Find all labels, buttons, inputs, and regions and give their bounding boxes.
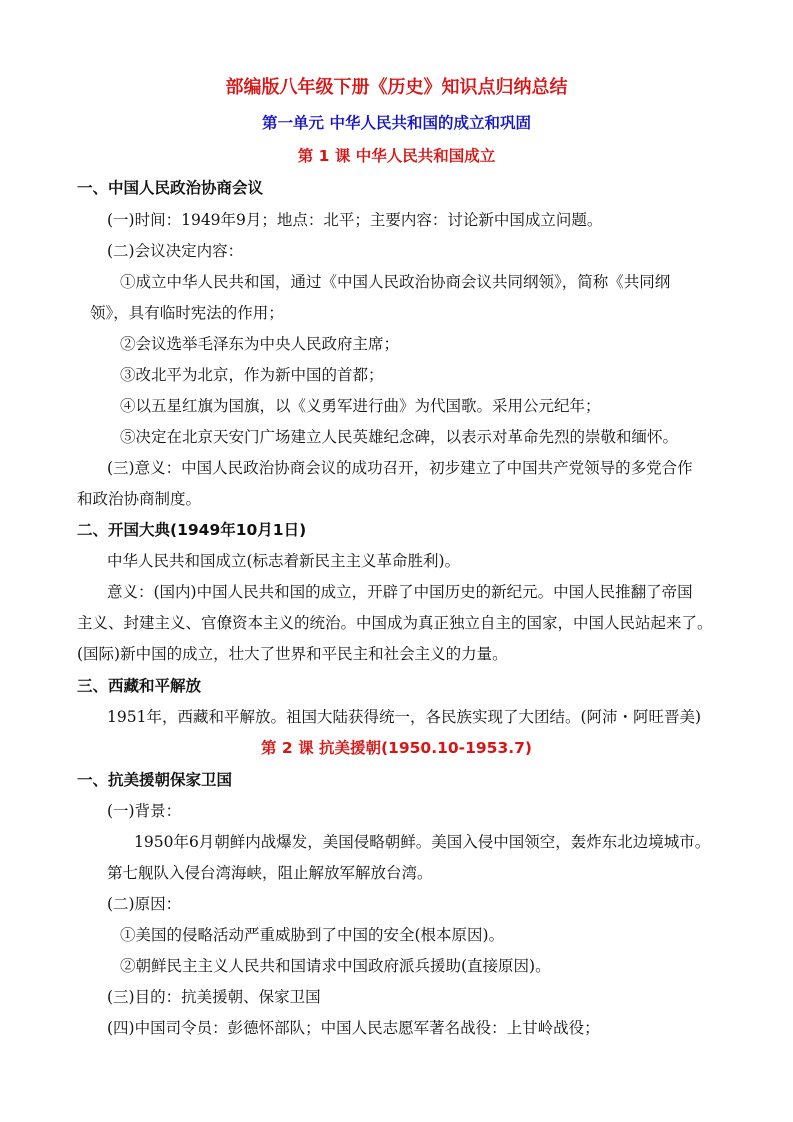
paragraph: 1950年6月朝鲜内战爆发，美国侵略朝鲜。美国入侵中国领空，轰炸东北边境城市。 bbox=[134, 833, 711, 851]
section-heading: 一、中国人民政治协商会议 bbox=[77, 179, 264, 197]
paragraph: (二)原因： bbox=[107, 895, 182, 913]
paragraph: (一)背景： bbox=[107, 802, 182, 820]
list-item: ②朝鲜民主主义人民共和国请求中国政府派兵援助(直接原因)。 bbox=[120, 957, 551, 975]
paragraph-continuation: 和政治协商制度。 bbox=[77, 490, 202, 508]
list-item: ④以五星红旗为国旗，以《义勇军进行曲》为代国歌。采用公元纪年； bbox=[120, 397, 601, 415]
list-item: ③改北平为北京，作为新中国的首都； bbox=[120, 366, 384, 384]
list-item: ①美国的侵略活动严重威胁到了中国的安全(根本原因)。 bbox=[120, 926, 505, 944]
lesson-2-title: 第 2 课 抗美援朝(1950.10-1953.7) bbox=[261, 739, 532, 757]
list-item: ②会议选举毛泽东为中央人民政府主席； bbox=[120, 335, 400, 353]
unit-title: 第一单元 中华人民共和国的成立和巩固 bbox=[262, 114, 531, 132]
paragraph: 意义：(国内)中国人民共和国的成立，开辟了中国历史的新纪元。中国人民推翻了帝国 bbox=[107, 583, 693, 601]
paragraph: (三)目的：抗美援朝、保家卫国 bbox=[107, 988, 321, 1006]
list-item: ①成立中华人民共和国，通过《中国人民政治协商会议共同纲领》，简称《共同纲 bbox=[120, 273, 671, 291]
section-heading: 三、西藏和平解放 bbox=[77, 677, 202, 695]
document-title: 部编版八年级下册《历史》知识点归纳总结 bbox=[225, 77, 568, 98]
section-heading: 一、抗美援朝保家卫国 bbox=[77, 771, 233, 789]
paragraph-continuation: 第七舰队入侵台湾海峡，阻止解放军解放台湾。 bbox=[107, 864, 433, 882]
list-item: ⑤决定在北京天安门广场建立人民英雄纪念碑，以表示对革命先烈的崇敬和缅怀。 bbox=[120, 428, 679, 446]
paragraph: 中华人民共和国成立(标志着新民主主义革命胜利)。 bbox=[107, 552, 461, 570]
paragraph: (四)中国司令员：彭德怀部队；中国人民志愿军著名战役：上甘岭战役； bbox=[107, 1019, 600, 1037]
paragraph: 1951年，西藏和平解放。祖国大陆获得统一，各民族实现了大团结。(阿沛・阿旺晋美) bbox=[107, 708, 702, 726]
list-item-continuation: 领》，具有临时宪法的作用； bbox=[90, 304, 284, 322]
paragraph-continuation: 主义、封建主义、官僚资本主义的统治。中国成为真正独立自主的国家，中国人民站起来了。 bbox=[77, 614, 713, 632]
section-heading: 二、开国大典(1949年10月1日) bbox=[77, 521, 307, 539]
paragraph-continuation: (国际)新中国的成立，壮大了世界和平民主和社会主义的力量。 bbox=[77, 645, 508, 663]
paragraph: (二)会议决定内容： bbox=[107, 242, 244, 260]
lesson-1-title: 第 1 课 中华人民共和国成立 bbox=[297, 147, 496, 165]
paragraph: (一)时间：1949年9月；地点：北平；主要内容：讨论新中国成立问题。 bbox=[107, 211, 603, 229]
paragraph: (三)意义：中国人民政治协商会议的成功召开，初步建立了中国共产党领导的多党合作 bbox=[107, 459, 693, 477]
